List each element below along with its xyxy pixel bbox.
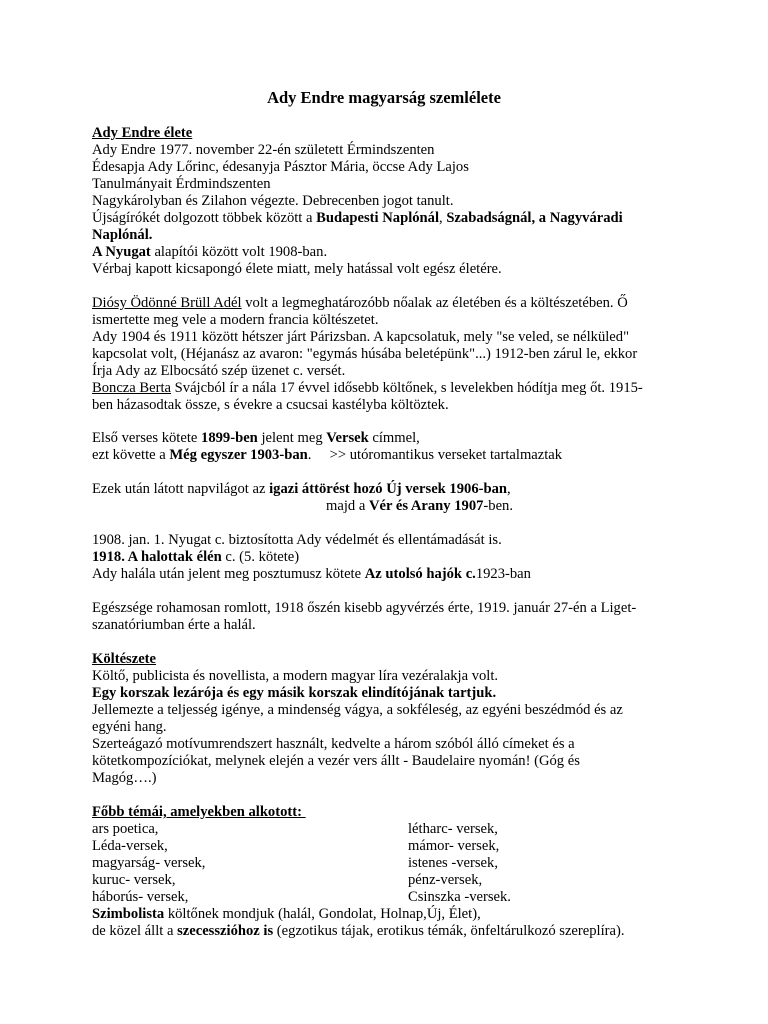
text-line <box>92 430 420 447</box>
text-line <box>92 923 625 940</box>
section-heading-poetry: Költészete <box>92 651 157 667</box>
text-run-bold: Vér és Arany 1907 <box>368 498 484 514</box>
text-line <box>326 498 513 515</box>
text-run-underlined: Boncza Berta <box>92 380 172 396</box>
text-line: Szerteágazó motívumrendszert használt, kedvelte a három szóból álló címeket és a <box>92 736 575 752</box>
text-run-underlined: Főbb témái, amelyekben alkotott <box>92 804 298 820</box>
text-run: , <box>439 210 447 226</box>
text-line: Naplónál. <box>92 227 153 243</box>
text-line <box>92 380 643 397</box>
text-run-bold: Szabadságnál, a Nagyváradi <box>446 210 623 226</box>
text-line <box>92 295 628 312</box>
text-run: c. (5. kötete) <box>221 549 300 565</box>
text-line: szanatóriumban érte a halál. <box>92 617 256 633</box>
text-run: alapítói között volt 1908-ban. <box>150 244 328 260</box>
text-line <box>92 244 327 261</box>
text-line: Ady Endre 1977. november 22-én született Érmindszenten <box>92 142 435 158</box>
text-run-bold: igazi áttörést hozó Új versek 1906-ban <box>269 481 508 497</box>
text-run-underlined: : <box>297 804 306 820</box>
text-line: kapcsolat volt, (Héjanász az avaron: "egymás húsába beletépünk"...) 1912-ben zárul le, ekkor <box>92 346 638 362</box>
text-line: Egészsége rohamosan romlott, 1918 őszén kisebb agyvérzés érte, 1919. január 27-én a Liget- <box>92 600 637 616</box>
theme-right: istenes -versek, <box>408 855 498 871</box>
text-line <box>92 210 623 227</box>
text-line: ismertette meg vele a modern francia költészetet. <box>92 312 379 328</box>
text-line: Írja Ady az Elbocsátó szép üzenet c. versét. <box>92 363 346 379</box>
theme-right: létharc- versek, <box>408 821 498 837</box>
text-run: . >> utóromantikus verseket tartalmaztak <box>307 447 563 463</box>
text-line: Költő, publicista és novellista, a modern magyar líra vezéralakja volt. <box>92 668 499 684</box>
text-line <box>92 481 511 498</box>
text-line: Édesapja Ady Lőrinc, édesanyja Pásztor Mária, öccse Ady Lajos <box>92 159 469 175</box>
text-line: Jellemezte a teljesség igénye, a mindenség vágya, a sokféleség, az egyéni beszédmód és az <box>92 702 623 718</box>
text-run: (egzotikus tájak, erotikus témák, önfeltárulkozó szereplíra). <box>273 923 625 939</box>
text-run-bold: Budapesti Naplónál <box>316 210 440 226</box>
text-line <box>92 549 299 566</box>
text-run-bold: Az utolsó hajók c. <box>364 566 476 582</box>
theme-right: mámor- versek, <box>408 838 500 854</box>
text-line: Egy korszak lezárója és egy másik korszak elindítójának tartjuk. <box>92 685 497 701</box>
text-run: , <box>507 481 511 497</box>
text-run-bold: Szimbolista <box>92 906 165 922</box>
page-title: Ady Endre magyarság szemlélete <box>267 88 501 107</box>
text-line <box>92 566 531 583</box>
text-run: 1923-ban <box>475 566 531 582</box>
text-run: -ben. <box>483 498 514 514</box>
text-run-bold: Még egyszer 1903-ban <box>169 447 308 463</box>
theme-right: pénz-versek, <box>408 872 483 888</box>
text-run-bold: A Nyugat <box>92 244 151 260</box>
theme-right: Csinszka -versek. <box>408 889 511 905</box>
text-run: Első verses kötete <box>92 430 202 446</box>
theme-left: háborús- versek, <box>92 889 189 905</box>
text-line: egyéni hang. <box>92 719 167 735</box>
text-line: Magóg….) <box>92 770 157 786</box>
text-run: Ezek után látott napvilágot az <box>92 481 270 497</box>
text-run: ezt követte a <box>92 447 170 463</box>
text-run: Újságírókét dolgozott többek között a <box>92 210 317 226</box>
text-run: majd a <box>326 498 369 514</box>
text-line: 1908. jan. 1. Nyugat c. biztosította Ady védelmét és ellentámadását is. <box>92 532 502 548</box>
section-heading-life: Ady Endre élete <box>92 125 193 141</box>
theme-left: kuruc- versek, <box>92 872 176 888</box>
text-run: Svájcból ír a nála 17 évvel idősebb költőnek, s levelekben hódítja meg őt. 1915- <box>171 380 643 396</box>
text-run-bold: 1918. A halottak élén <box>92 549 222 565</box>
text-line: kötetkompozíciókat, melynek elején a vezér vers állt - Baudelaire nyomán! (Góg és <box>92 753 580 769</box>
theme-left: Léda-versek, <box>92 838 168 854</box>
text-run-bold: Versek <box>326 430 369 446</box>
text-line: Tanulmányait Érdmindszenten <box>92 176 271 192</box>
text-run: címmel, <box>368 430 420 446</box>
text-run-bold: szecesszióhoz is <box>177 923 274 939</box>
theme-left: magyarság- versek, <box>92 855 206 871</box>
text-run: költőnek mondjuk (halál, Gondolat, Holnap,Új, Élet), <box>164 906 481 922</box>
theme-left: ars poetica, <box>92 821 159 837</box>
text-run-underlined: Diósy Ödönné Brüll Adél <box>92 295 242 311</box>
text-run: jelent meg <box>257 430 327 446</box>
text-line: Nagykárolyban és Zilahon végezte. Debrecenben jogot tanult. <box>92 193 454 209</box>
text-line: Vérbaj kapott kicsapongó élete miatt, mely hatással volt egész életére. <box>92 261 502 277</box>
text-run: Ady halála után jelent meg posztumusz kötete <box>92 566 365 582</box>
text-line: Ady 1904 és 1911 között hétszer járt Párizsban. A kapcsolatuk, mely "se veled, se nélküled" <box>92 329 630 345</box>
text-line <box>92 906 481 923</box>
text-line <box>92 447 562 464</box>
text-line: ben házasodtak össze, s évekre a csucsai kastélyba költöztek. <box>92 397 449 413</box>
section-heading-themes <box>92 804 306 821</box>
text-run: volt a legmeghatározóbb nőalak az életében és a költészetében. Ő <box>241 295 628 311</box>
text-run: de közel állt a <box>92 923 178 939</box>
text-run-bold: 1899-ben <box>201 430 258 446</box>
